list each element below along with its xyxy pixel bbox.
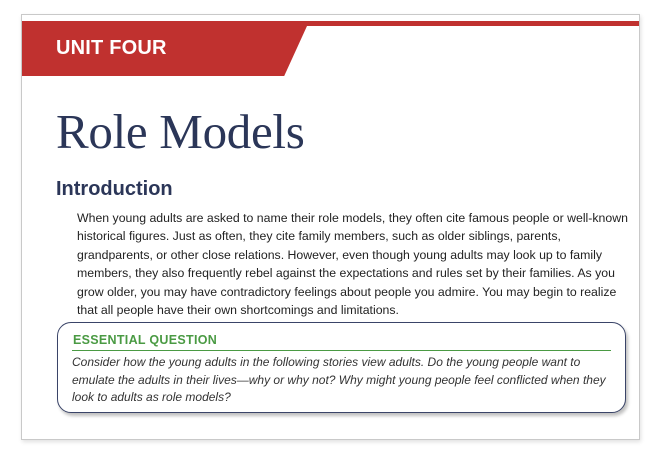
introduction-paragraph: When young adults are asked to name their role models, they often cite famous people or well-known historical figures. Just as often, they cite family members, such as older siblings, parents, grandparents, or other close relations. However, even though young adults may look up to family members, they also frequently rebel against the expectations and rules set by their families. As you grow older, you may have contradictory feelings about people you admire. You may begin to realize that all people have their own shortcomings and limitations. <box>77 211 628 318</box>
top-red-rule <box>22 21 639 26</box>
page-card <box>21 14 640 440</box>
introduction-heading: Introduction <box>56 178 173 200</box>
essential-question-divider <box>72 350 611 351</box>
unit-label: UNIT FOUR <box>56 37 167 59</box>
essential-question-label: ESSENTIAL QUESTION <box>73 333 218 347</box>
essential-question-text: Consider how the young adults in the following stories view adults. Do the young people want to emulate the adults in their lives—why or why not? Why might young people feel conflicted when they look to adults as role models? <box>72 355 606 404</box>
unit-title: Role Models <box>56 104 305 159</box>
essential-question-box <box>57 322 626 413</box>
